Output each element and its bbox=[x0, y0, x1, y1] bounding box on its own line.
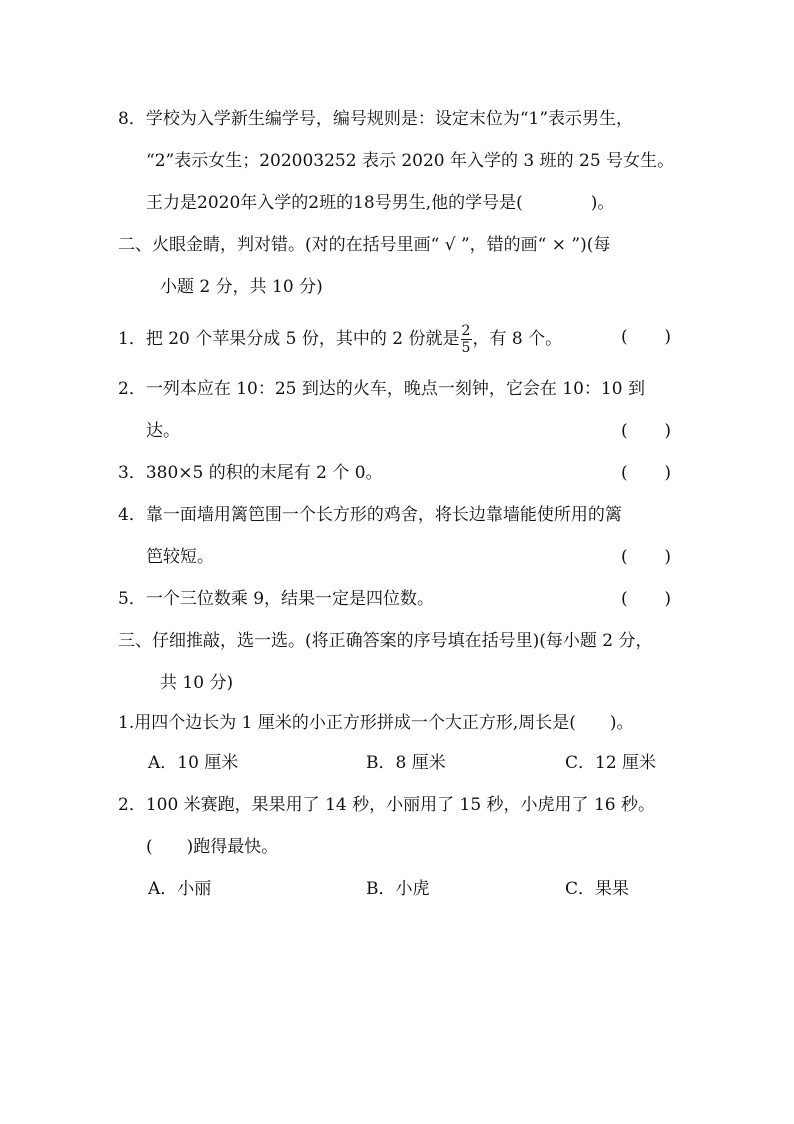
judge-item-1-pre: 1．把 20 个苹果分成 5 份，其中的 2 份就是 bbox=[118, 329, 460, 349]
judge-item-4-line1: 4．靠一面墙用篱笆围一个长方形的鸡舍，将长边靠墙能使所用的篱 bbox=[118, 505, 622, 525]
judge-item-4-line2: 笆较短。 bbox=[146, 547, 214, 567]
section2-heading-line2: 小题 2 分，共 10 分) bbox=[160, 277, 323, 297]
judge-item-2-line2: 达。 bbox=[146, 421, 180, 441]
choice-q2-line1: 2．100 米赛跑，果果用了 14 秒，小丽用了 15 秒，小虎用了 16 秒。 bbox=[118, 795, 655, 815]
choice-q1: 1.用四个边长为 1 厘米的小正方形拼成一个大正方形,周长是( )。 bbox=[118, 713, 634, 733]
choice-q2-line2: ( )跑得最快。 bbox=[146, 837, 279, 857]
choice-q2-option-b[interactable]: B．小虎 bbox=[366, 879, 430, 899]
fraction-denominator: 5 bbox=[461, 340, 471, 356]
judge-item-1-post: ，有 8 个。 bbox=[472, 329, 563, 349]
q8-line2: “2”表示女生；202003252 表示 2020 年入学的 3 班的 25 号女生。 bbox=[146, 151, 675, 171]
judge-item-1 bbox=[118, 324, 562, 355]
paren-close: ) bbox=[664, 421, 671, 441]
section3-heading-line2: 共 10 分) bbox=[160, 673, 234, 693]
answer-parens-5[interactable] bbox=[621, 588, 671, 610]
answer-parens-4[interactable] bbox=[621, 546, 671, 568]
judge-item-3: 3．380×5 的积的末尾有 2 个 0。 bbox=[118, 463, 383, 483]
paren-close: ) bbox=[664, 589, 671, 609]
choice-q2-option-c[interactable]: C．果果 bbox=[565, 879, 630, 899]
section3-heading-line1: 三、仔细推敲，选一选。(将正确答案的序号填在括号里)(每小题 2 分， bbox=[118, 631, 653, 651]
fraction-numerator: 2 bbox=[461, 323, 471, 339]
paren-open: ( bbox=[621, 327, 628, 347]
q8-line3: 王力是2020年入学的2班的18号男生,他的学号是( )。 bbox=[146, 193, 615, 213]
choice-q1-option-b[interactable]: B．8 厘米 bbox=[366, 753, 446, 773]
judge-item-5: 5．一个三位数乘 9，结果一定是四位数。 bbox=[118, 589, 435, 609]
choice-q1-option-c[interactable]: C．12 厘米 bbox=[565, 753, 657, 773]
answer-parens-1[interactable] bbox=[621, 326, 671, 348]
fraction bbox=[461, 324, 472, 355]
paren-close: ) bbox=[664, 463, 671, 483]
paren-open: ( bbox=[621, 589, 628, 609]
paren-open: ( bbox=[621, 421, 628, 441]
answer-parens-3[interactable] bbox=[621, 462, 671, 484]
judge-item-2-line1: 2．一列本应在 10：25 到达的火车，晚点一刻钟，它会在 10：10 到 bbox=[118, 379, 645, 399]
answer-parens-2[interactable] bbox=[621, 420, 671, 442]
paren-close: ) bbox=[664, 547, 671, 567]
section2-heading-line1: 二、火眼金睛，判对错。(对的在括号里画“ √ ”，错的画“ × ”)(每 bbox=[118, 235, 611, 255]
paren-open: ( bbox=[621, 463, 628, 483]
choice-q1-option-a[interactable]: A．10 厘米 bbox=[148, 753, 239, 773]
paren-open: ( bbox=[621, 547, 628, 567]
paren-close: ) bbox=[664, 327, 671, 347]
choice-q2-option-a[interactable]: A．小丽 bbox=[148, 879, 212, 899]
q8-line1: 8．学校为入学新生编学号，编号规则是：设定末位为“1”表示男生， bbox=[118, 109, 634, 129]
